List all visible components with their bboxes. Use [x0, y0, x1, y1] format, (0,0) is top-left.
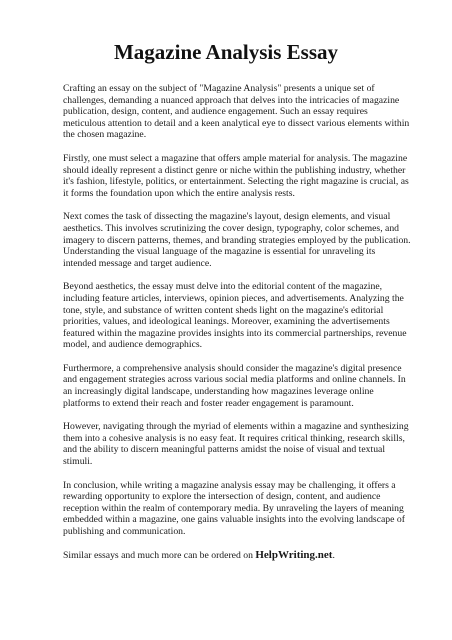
document-title: Magazine Analysis Essay [113, 40, 339, 64]
paragraph-editorial: Beyond aesthetics, the essay must delve into the editorial content of the magazine, including feature articles, interviews, opinion pieces, and advertisements. Analyzing the tone, style, and substance of written content sheds light on the magazine's editorial priorities, values, and ideological leanings. Moreover, examining the advertisements featured within the magazine provides insights into its commercial partnerships, revenue model, and audience demographics. [63, 281, 407, 351]
paragraph-digital: Furthermore, a comprehensive analysis should consider the magazine's digital presence and engagement strategies across various social media platforms and online channels. In an increasingly digital landscape, understanding how magazines leverage online platforms to extend their reach and foster reader engagement is paramount. [63, 362, 406, 409]
footer-note [63, 550, 411, 562]
paragraph-selection: Firstly, one must select a magazine that offers ample material for analysis. The magazine should ideally represent a distinct genre or niche within the publishing industry, whether it's fashion, lifestyle, politics, or entertainment. Selecting the right magazine is crucial, as it forms the foundation upon which the entire analysis rests. [63, 152, 409, 199]
document-body [63, 83, 411, 561]
paragraph-challenges: However, navigating through the myriad of elements within a magazine and synthesizing them into a cohesive analysis is no easy feat. It requires critical thinking, research skills, and the ability to discern meaningful patterns amidst the noise of visual and textual stimuli. [63, 421, 409, 468]
paragraph-layout: Next comes the task of dissecting the magazine's layout, design elements, and visual aesthetics. This involves scrutinizing the cover design, typography, color schemes, and imagery to discern patterns, themes, and branding strategies employed by the publication. Understanding the visual language of the magazine is essential for unraveling its intended message and target audience. [63, 211, 411, 269]
footer-period: . [332, 549, 335, 561]
paragraph-intro: Crafting an essay on the subject of "Magazine Analysis" presents a unique set of challenges, demanding a nuanced approach that delves into the intricacies of magazine publication, design, content, and audience engagement. Such an essay requires meticulous attention to detail and a keen analytical eye to dissect various elements within the chosen magazine. [63, 83, 410, 141]
brand-link[interactable]: HelpWriting.net [255, 548, 333, 561]
footer-text: Similar essays and much more can be ordered on [63, 549, 253, 561]
paragraph-conclusion: In conclusion, while writing a magazine analysis essay may be challenging, it offers a rewarding opportunity to explore the intersection of design, content, and audience reception within the realm of contemporary media. By unraveling the layers of meaning embedded within a magazine, one gains valuable insights into the evolving landscape of publishing and communication. [63, 479, 405, 537]
